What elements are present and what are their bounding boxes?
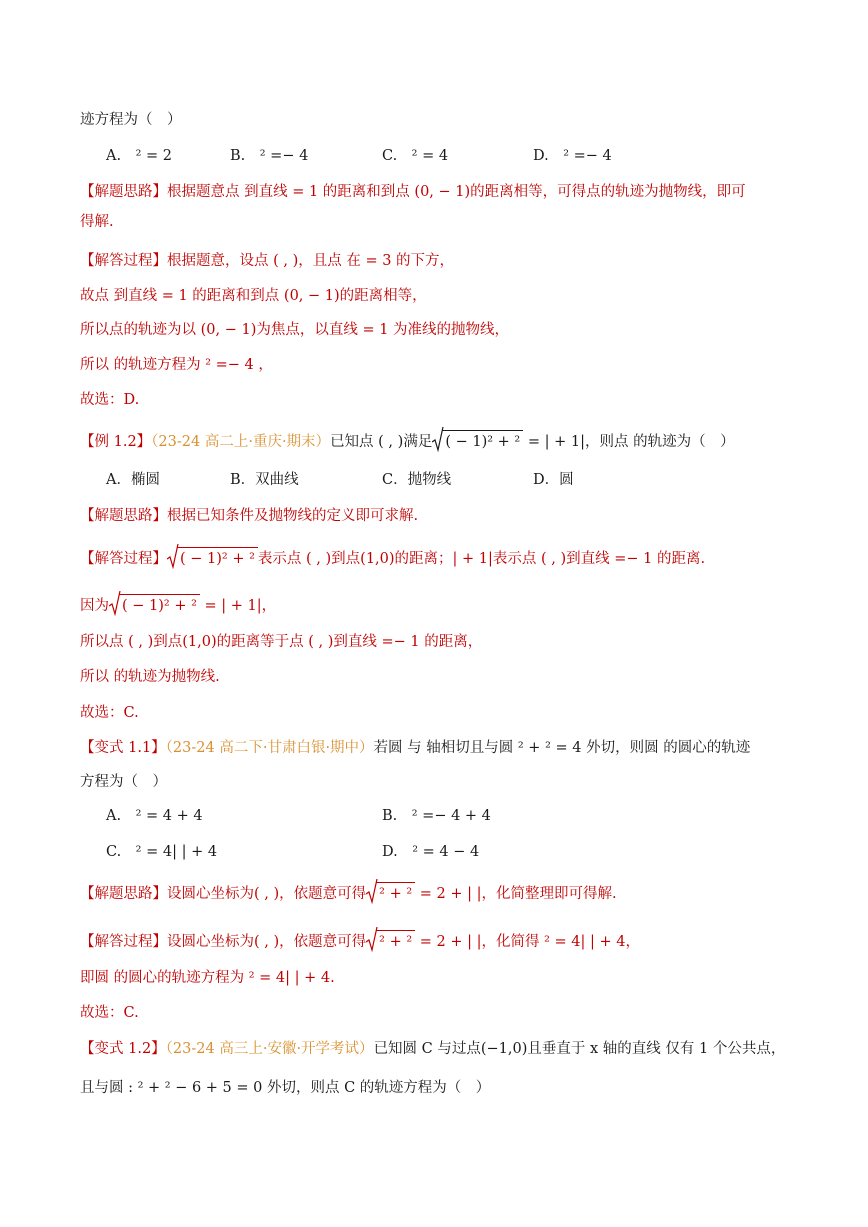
solution-process-label: 【解答过程】 [80,551,167,567]
example-1-2 [80,430,735,452]
variant-source: （23-24 高三上·安徽·开学考试） [165,1041,374,1057]
solution-line: 即圆 的圆心的轨迹方程为 ² = 4| | + 4. [80,970,335,986]
solution-process [80,930,640,952]
solution-process-label: 【解答过程】 [80,253,167,269]
solution-line: 所以点 ( , )到点(1,0)的距离等于点 ( , )到直线 =− 1 的距离， [80,634,483,650]
example-text: 已知点 ( , )满足 [330,434,433,450]
sqrt-radicand: ( − 1)² + ² [442,430,523,452]
sqrt-radicand: ( − 1)² + ² [177,547,258,569]
variant-text-cont: 且与圆 : ² + ² − 6 + 5 = 0 外切，则点 C 的轨迹方程为（ ） [80,1080,491,1096]
sqrt-radicand: ( − 1)² + ² [119,594,200,616]
sqrt-expression [366,882,415,904]
example-source: （23-24 高二上·重庆·期末） [151,434,331,450]
solution-idea-text: 根据题意点 到直线 = 1 的距离和到点 (0, − 1)的距离相等，可得点的轨迹为抛物线，即可 [167,184,746,200]
solution-idea-text-end: = 2 + | |，化简整理即可得解. [415,886,617,902]
answer-line: 故选：C. [80,1005,139,1021]
option-d: D. ² =− 4 [533,148,612,164]
variant-label: 【变式 1.1】 [80,740,166,756]
solution-idea-cont: 得解. [80,214,114,230]
answer-line: 故选：D. [80,392,140,408]
option-b: B. ² =− 4 [230,148,309,164]
option-d: D．圆 [533,472,574,488]
solution-line: 故点 到直线 = 1 的距离和到点 (0, − 1)的距离相等， [80,288,427,304]
solution-text: 因为 [80,598,109,614]
option-b: B. ² =− 4 + 4 [382,808,491,824]
solution-idea-text: 设圆心坐标为( , )，依题意可得 [167,886,367,902]
solution-line: 所以 的轨迹方程为 ² =− 4 ， [80,357,273,373]
sqrt-expression [167,547,258,569]
variant-text-cont: 方程为（ ） [80,774,167,790]
solution-line [80,594,276,616]
solution-process [80,547,705,569]
solution-idea-label: 【解题思路】 [80,886,167,902]
example-label: 【例 1.2】 [80,434,152,450]
solution-process-text: 设圆心坐标为( , )，依题意可得 [167,934,367,950]
variant-1-2 [80,1039,785,1059]
variant-text: 已知圆 C 与过点(−1,0)且垂直于 x 轴的直线 仅有 1 个公共点， [373,1041,786,1057]
sqrt-radicand: ² + ² [376,930,415,952]
option-a: A．椭圆 [106,472,160,488]
question-stem-tail: 迹方程为（ ） [80,112,182,128]
sqrt-expression [432,430,523,452]
sqrt-radicand: ² + ² [376,882,415,904]
option-b: B．双曲线 [230,472,299,488]
solution-line: 所以 的轨迹为抛物线. [80,669,220,685]
option-c: C. ² = 4 [382,148,449,164]
solution-process [80,251,454,271]
solution-text-end: = | + 1|， [199,598,277,614]
variant-label: 【变式 1.2】 [80,1041,166,1057]
solution-process-text-end: = 2 + | |，化简得 ² = 4| | + 4， [415,934,640,950]
example-text-end: = | + 1|，则点 的轨迹为（ ） [523,434,735,450]
option-a: A. ² = 2 [106,148,172,164]
answer-line: 故选：C. [80,705,139,721]
variant-source: （23-24 高二下·甘肃白银·期中） [165,740,374,756]
variant-text: 若圆 与 轴相切且与圆 ² + ² = 4 外切，则圆 的圆心的轨迹 [373,740,751,756]
sqrt-expression [366,930,415,952]
option-d: D. ² = 4 − 4 [382,844,480,860]
solution-idea-label: 【解题思路】 [80,508,167,524]
solution-process-text: 表示点 ( , )到点(1,0)的距离；| + 1|表示点 ( , )到直线 =− 1 的距离. [257,551,706,567]
option-a: A. ² = 4 + 4 [106,808,203,824]
solution-process-text: 根据题意，设点 ( , )，且点 在 = 3 的下方， [167,253,455,269]
solution-idea-text: 根据已知条件及抛物线的定义即可求解. [167,508,419,524]
solution-idea [80,182,746,202]
solution-line: 所以点的轨迹为以 (0, − 1)为焦点，以直线 = 1 为准线的抛物线， [80,322,510,338]
solution-process-label: 【解答过程】 [80,934,167,950]
solution-idea [80,506,418,526]
variant-1-1 [80,738,750,758]
solution-idea [80,882,617,904]
sqrt-expression [109,594,200,616]
option-c: C. ² = 4| | + 4 [106,844,218,860]
option-c: C．抛物线 [382,472,452,488]
solution-idea-label: 【解题思路】 [80,184,167,200]
